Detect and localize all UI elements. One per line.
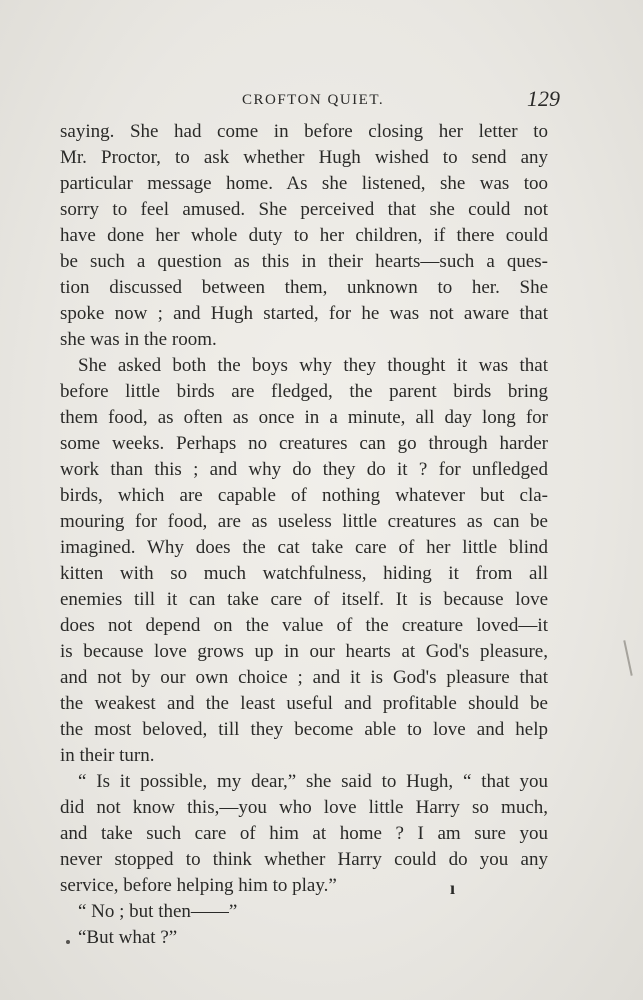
text-line: work than this ; and why do they do it ? for unfledged xyxy=(60,459,548,480)
page-header xyxy=(60,86,560,114)
text-line: imagined. Why does the cat take care of her little blind xyxy=(60,537,548,558)
text-line: She asked both the boys why they thought it was that xyxy=(78,355,548,376)
body-text xyxy=(60,119,548,951)
signature-mark: ı xyxy=(450,878,456,898)
text-line: mouring for food, are as useless little creatures as can be xyxy=(60,511,548,532)
text-line: have done her whole duty to her children, if there could xyxy=(60,225,548,246)
text-line: and not by our own choice ; and it is God's pleasure that xyxy=(60,667,548,688)
text-line: them food, as often as once in a minute, all day long for xyxy=(60,407,548,428)
text-line: before little birds are fledged, the parent birds bring xyxy=(60,381,548,402)
page-number: 129 xyxy=(527,86,560,111)
text-line: Mr. Proctor, to ask whether Hugh wished to send any xyxy=(60,147,548,168)
text-line: saying. She had come in before closing her letter to xyxy=(60,121,548,142)
text-line: in their turn. xyxy=(60,745,155,766)
text-line: “ Is it possible, my dear,” she said to Hugh, “ that you xyxy=(78,771,548,792)
text-line: sorry to feel amused. She perceived that she could not xyxy=(60,199,548,220)
text-line: “ No ; but then——” xyxy=(78,901,238,922)
text-line: some weeks. Perhaps no creatures can go through harder xyxy=(60,433,548,454)
text-line: she was in the room. xyxy=(60,329,217,350)
text-line: did not know this,—you who love little Harry so much, xyxy=(60,797,548,818)
text-line: particular message home. As she listened, she was too xyxy=(60,173,548,194)
text-line: “But what ?” xyxy=(78,927,178,948)
running-head: CROFTON QUIET. xyxy=(242,92,385,108)
text-line: enemies till it can take care of itself. It is because love xyxy=(60,589,548,610)
ink-dot xyxy=(66,940,70,944)
text-line: is because love grows up in our hearts at God's pleasure, xyxy=(60,641,548,662)
text-line: birds, which are capable of nothing whatever but cla- xyxy=(60,485,548,506)
text-line: does not depend on the value of the creature loved—it xyxy=(60,615,548,636)
text-line: never stopped to think whether Harry could do you any xyxy=(60,849,548,870)
text-line: spoke now ; and Hugh started, for he was not aware that xyxy=(60,303,548,324)
text-line: the most beloved, till they become able to love and help xyxy=(60,719,548,740)
text-line: tion discussed between them, unknown to her. She xyxy=(60,277,548,298)
edge-scratch xyxy=(623,640,632,676)
text-line: kitten with so much watchfulness, hiding it from all xyxy=(60,563,548,584)
text-line: service, before helping him to play.” xyxy=(60,875,337,896)
text-line: be such a question as this in their hearts—such a ques- xyxy=(60,251,548,272)
text-line: the weakest and the least useful and profitable should be xyxy=(60,693,548,714)
text-line: and take such care of him at home ? I am sure you xyxy=(60,823,548,844)
